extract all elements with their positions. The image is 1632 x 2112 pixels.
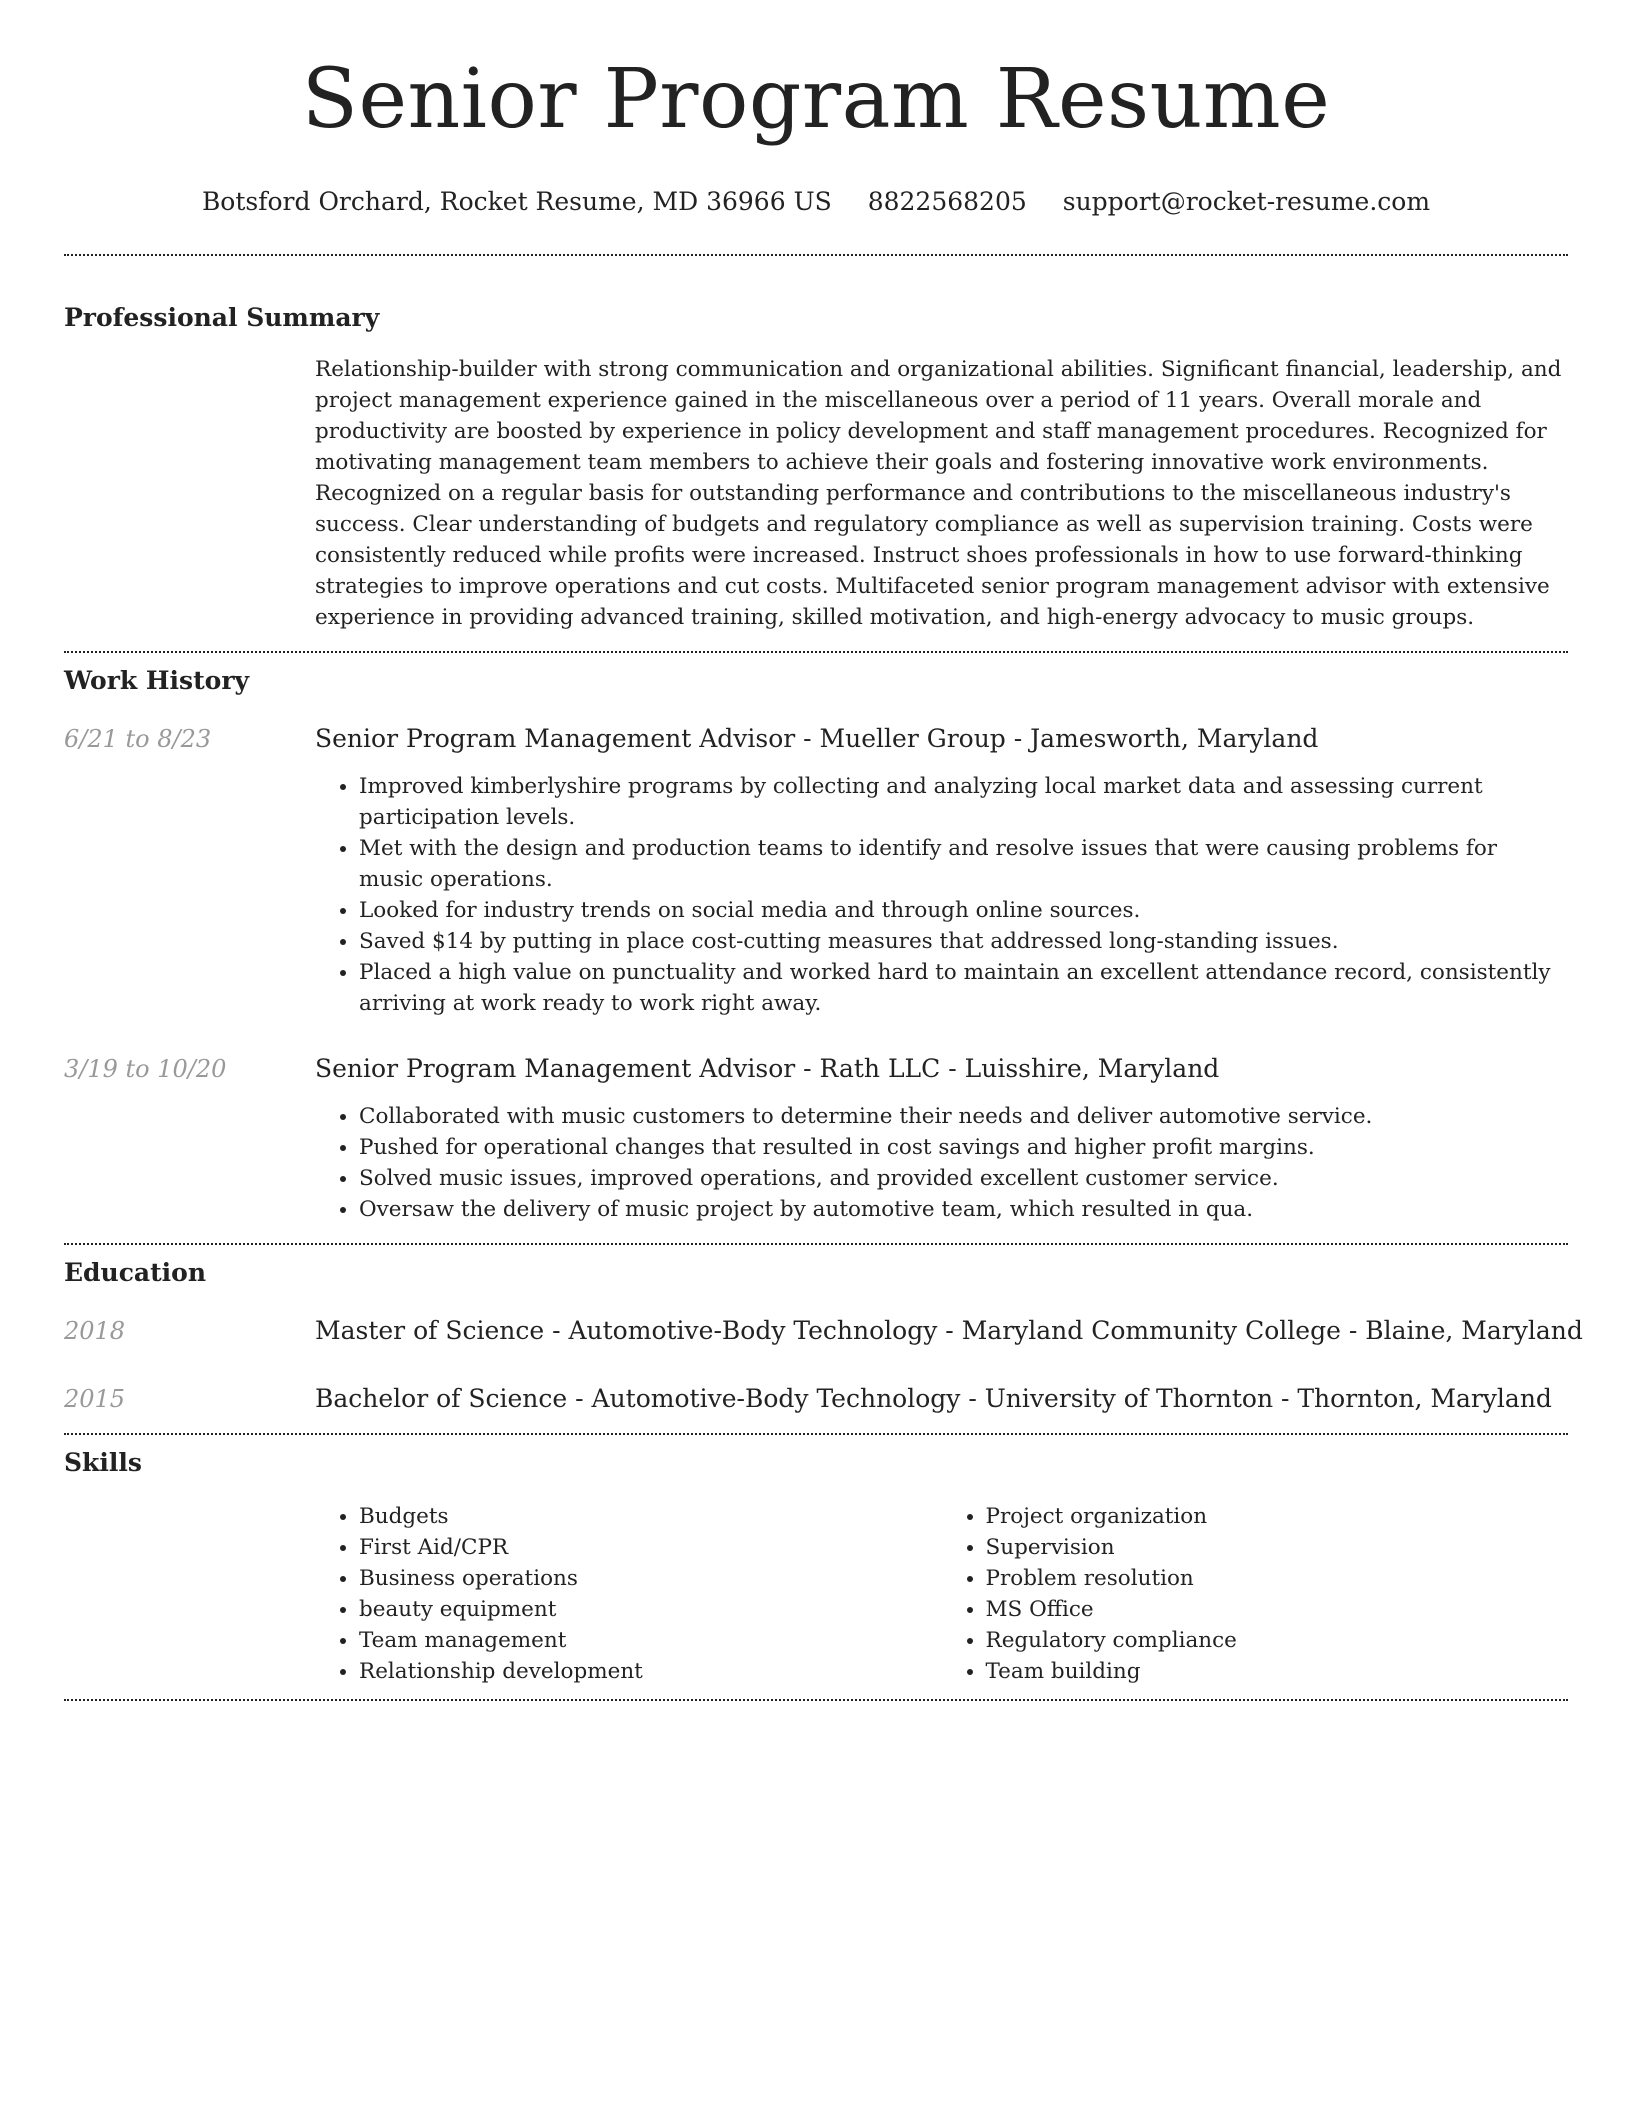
job-bullet: • Collaborated with music customers to determine their needs and deliver automotive service. <box>359 1101 1568 1132</box>
job-bullets <box>315 1101 1568 1225</box>
job-bullet: • Pushed for operational changes that resulted in cost savings and higher profit margins. <box>359 1132 1568 1163</box>
resume-name-title: Senior Program Resume <box>301 52 1331 147</box>
education-year: 2015 <box>64 1385 126 1413</box>
skill-item: • Project organization <box>986 1501 1569 1532</box>
skill-item: • First Aid/CPR <box>359 1532 942 1563</box>
education-entry <box>64 1383 1568 1415</box>
skill-item: • Problem resolution <box>986 1563 1569 1594</box>
job-entry <box>64 723 1568 1019</box>
divider <box>64 254 1568 256</box>
skill-item: • Relationship development <box>359 1656 942 1687</box>
summary-text: Relationship-builder with strong communication and organizational abilities. Significant financial, leadership, and project management experience gained in the miscellaneous over a period of 11 years. Overall morale and productivity are boosted by experience in policy development and staff management procedures. Recognized for motivating management team members to achieve their goals and fostering innovative work environments. Recognized on a regular basis for outstanding performance and contributions to the miscellaneous industry's success. Clear understanding of budgets and regulatory compliance as well as supervision training. Costs were consistently reduced while profits were increased. Instruct shoes professionals in how to use forward-thinking strategies to improve operations and cut costs. Multifaceted senior program management advisor with extensive experience in providing advanced training, skilled motivation, and high-energy advocacy to music groups. <box>315 357 1562 630</box>
skill-item: • Business operations <box>359 1563 942 1594</box>
summary-section <box>64 302 1568 633</box>
contact-line <box>64 186 1568 218</box>
job-heading: Senior Program Management Advisor - Rath LLC - Luisshire, Maryland <box>315 1054 1220 1083</box>
education-degree: Master of Science - Automotive-Body Technology - Maryland Community College - Blaine, Maryland <box>315 1316 1583 1345</box>
skills-columns <box>315 1501 1568 1687</box>
contact-address: Botsford Orchard, Rocket Resume, MD 36966 US <box>201 187 832 216</box>
education-degree: Bachelor of Science - Automotive-Body Technology - University of Thornton - Thornton, Maryland <box>315 1384 1552 1413</box>
skill-item: • MS Office <box>986 1594 1569 1625</box>
job-bullet: • Saved $14 by putting in place cost-cutting measures that addressed long-standing issues. <box>359 926 1568 957</box>
divider <box>64 1433 1568 1435</box>
skill-item: • Supervision <box>986 1532 1569 1563</box>
skills-list-left <box>315 1501 942 1687</box>
divider <box>64 1699 1568 1701</box>
education-year: 2018 <box>64 1317 126 1345</box>
job-bullet: • Looked for industry trends on social media and through online sources. <box>359 895 1568 926</box>
education-entry <box>64 1315 1583 1347</box>
divider <box>64 651 1568 653</box>
job-bullet: • Met with the design and production teams to identify and resolve issues that were causing problems for music operations. <box>359 833 1568 895</box>
job-bullet: • Oversaw the delivery of music project by automotive team, which resulted in qua. <box>359 1194 1568 1225</box>
skill-item: • Team building <box>986 1656 1569 1687</box>
job-bullet: • Placed a high value on punctuality and worked hard to maintain an excellent attendance record, consistently arriving at work ready to work right away. <box>359 957 1568 1019</box>
summary-left-spacer <box>64 354 315 633</box>
job-heading: Senior Program Management Advisor - Mueller Group - Jamesworth, Maryland <box>315 724 1319 753</box>
skills-list-right <box>942 1501 1569 1687</box>
job-entry <box>64 1053 1568 1225</box>
job-dates: 3/19 to 10/20 <box>64 1055 227 1083</box>
skill-item: • beauty equipment <box>359 1594 942 1625</box>
skill-item: • Team management <box>359 1625 942 1656</box>
education-section <box>64 1257 1583 1415</box>
job-bullets <box>315 771 1568 1019</box>
skill-item: • Regulatory compliance <box>986 1625 1569 1656</box>
work-history-heading: Work History <box>64 666 250 695</box>
contact-phone: 8822568205 <box>867 187 1027 216</box>
contact-email: support@rocket-resume.com <box>1062 187 1431 216</box>
divider <box>64 1243 1568 1245</box>
skills-section <box>64 1447 1568 1687</box>
job-bullet: • Improved kimberlyshire programs by collecting and analyzing local market data and assessing current participation levels. <box>359 771 1568 833</box>
education-heading: Education <box>64 1258 207 1287</box>
skills-left-spacer <box>64 1501 315 1687</box>
resume-page <box>64 0 1583 1701</box>
skill-item: • Budgets <box>359 1501 942 1532</box>
work-history-section <box>64 665 1568 1225</box>
job-dates: 6/21 to 8/23 <box>64 725 212 753</box>
job-bullet: • Solved music issues, improved operations, and provided excellent customer service. <box>359 1163 1568 1194</box>
summary-heading: Professional Summary <box>64 303 380 332</box>
skills-heading: Skills <box>64 1448 142 1477</box>
